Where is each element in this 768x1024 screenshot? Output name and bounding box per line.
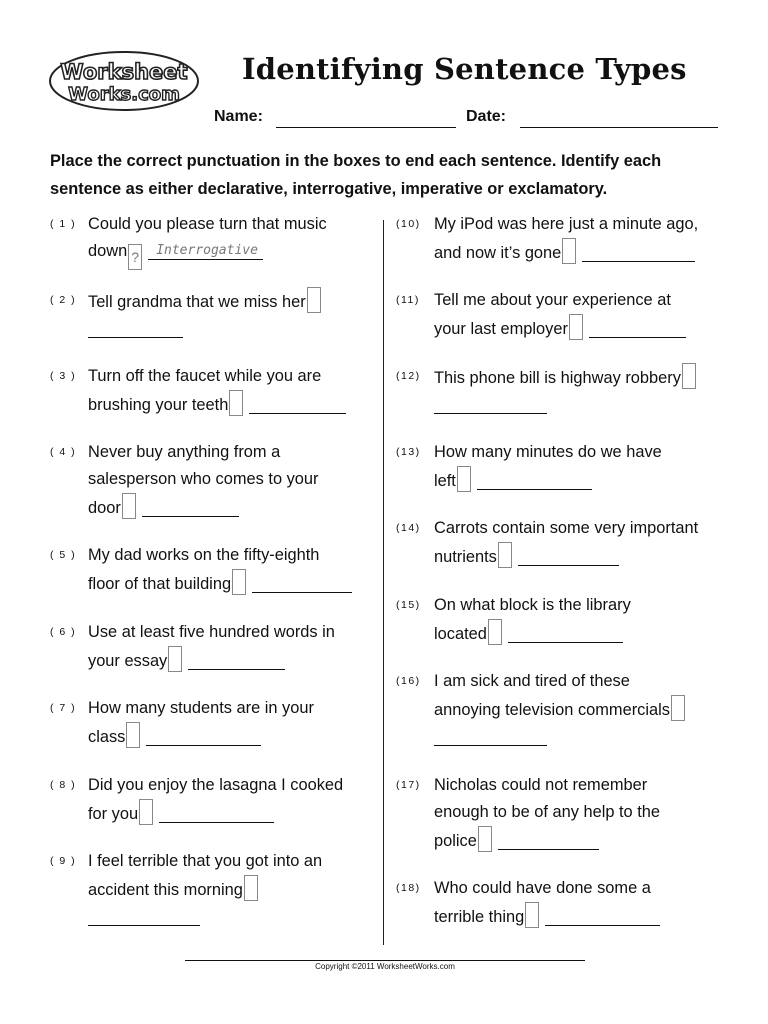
punctuation-box[interactable] bbox=[525, 902, 539, 928]
sentence-line: class bbox=[88, 722, 314, 751]
sentence-text bbox=[88, 695, 314, 751]
sentence-text bbox=[434, 287, 686, 343]
item-number: ( 4 ) bbox=[50, 446, 77, 458]
sentence-line: enough to be of any help to the bbox=[434, 803, 661, 821]
sentence-line: terrible thing bbox=[434, 902, 660, 931]
answer-line[interactable] bbox=[508, 622, 623, 643]
answer-line[interactable] bbox=[434, 393, 547, 414]
answer-line[interactable] bbox=[518, 545, 619, 566]
item-number: (18) bbox=[396, 882, 421, 894]
sentence-line: your last employer bbox=[434, 314, 686, 343]
sentence-line: annoying television commercials bbox=[434, 695, 685, 724]
sentence-text bbox=[88, 363, 346, 419]
answer-line[interactable] bbox=[146, 725, 261, 746]
item-number: (10) bbox=[396, 218, 421, 230]
answer-row bbox=[88, 904, 322, 931]
sentence-line: On what block is the library bbox=[434, 596, 631, 614]
answer-line[interactable] bbox=[148, 239, 263, 260]
punctuation-box[interactable]: ? bbox=[128, 244, 142, 270]
sentence-text bbox=[434, 668, 685, 751]
svg-text:Works.com: Works.com bbox=[68, 84, 180, 105]
item-number: ( 2 ) bbox=[50, 294, 77, 306]
item-number: (17) bbox=[396, 779, 421, 791]
name-date-row bbox=[0, 108, 768, 132]
sentence-text bbox=[88, 542, 352, 598]
sentence-line: I feel terrible that you got into an bbox=[88, 852, 323, 870]
sentence-line: Turn off the faucet while you are bbox=[88, 367, 322, 385]
punctuation-box[interactable] bbox=[139, 799, 153, 825]
punctuation-box[interactable] bbox=[307, 287, 321, 313]
handwritten-answer: Interrogative bbox=[156, 243, 258, 258]
punctuation-box[interactable] bbox=[682, 363, 696, 389]
sentence-text bbox=[434, 772, 660, 855]
sentence-line: left bbox=[434, 466, 662, 495]
sentence-line: How many minutes do we have bbox=[434, 443, 662, 461]
sentence-line: Who could have done some a bbox=[434, 879, 651, 897]
punctuation-box[interactable] bbox=[671, 695, 685, 721]
sentence-line: brushing your teeth bbox=[88, 390, 346, 419]
punctuation-box[interactable] bbox=[488, 619, 502, 645]
svg-text:Worksheet: Worksheet bbox=[60, 60, 188, 84]
date-field[interactable] bbox=[520, 127, 718, 128]
sentence-line: Tell me about your experience at bbox=[434, 291, 671, 309]
item-number: ( 5 ) bbox=[50, 549, 77, 561]
answer-line[interactable] bbox=[498, 829, 599, 850]
date-label: Date: bbox=[466, 108, 507, 125]
sentence-line: This phone bill is highway robbery bbox=[434, 363, 696, 392]
answer-line[interactable] bbox=[434, 725, 547, 746]
sentence-line: How many students are in your bbox=[88, 699, 314, 717]
copyright-footer: Copyright ©2011 WorksheetWorks.com bbox=[315, 962, 455, 971]
sentence-text bbox=[88, 211, 327, 270]
sentence-line: Could you please turn that music bbox=[88, 215, 327, 233]
sentence-line: My iPod was here just a minute ago, bbox=[434, 215, 699, 233]
answer-line[interactable] bbox=[188, 649, 285, 670]
sentence-line: Never buy anything from a bbox=[88, 443, 281, 461]
instructions: Place the correct punctuation in the boxes to end each sentence. Identify each sentence as either declarative, interrogative, imperative or exclamatory. bbox=[50, 152, 662, 198]
sentence-text bbox=[88, 287, 321, 343]
answer-line[interactable] bbox=[582, 241, 695, 262]
answer-line[interactable] bbox=[88, 317, 183, 338]
sentence-line: down ? Interrogative bbox=[88, 238, 327, 270]
answer-line[interactable] bbox=[477, 469, 592, 490]
answer-line[interactable] bbox=[88, 905, 200, 926]
sentence-line: for you bbox=[88, 799, 343, 828]
sentence-text bbox=[434, 592, 631, 648]
sentence-text bbox=[88, 439, 319, 522]
sentence-text bbox=[434, 439, 662, 495]
sentence-line: door bbox=[88, 493, 319, 522]
sentence-line: and now it’s gone bbox=[434, 238, 698, 267]
sentence-line: salesperson who comes to your bbox=[88, 470, 319, 488]
sentence-line: Tell grandma that we miss her bbox=[88, 287, 321, 316]
item-number: (16) bbox=[396, 675, 421, 687]
punctuation-box[interactable] bbox=[569, 314, 583, 340]
item-number: (11) bbox=[396, 294, 420, 306]
punctuation-box[interactable] bbox=[122, 493, 136, 519]
item-number: ( 9 ) bbox=[50, 855, 77, 867]
punctuation-box[interactable] bbox=[478, 826, 492, 852]
sentence-line: I am sick and tired of these bbox=[434, 672, 630, 690]
answer-row bbox=[434, 392, 696, 419]
sentence-line: floor of that building bbox=[88, 569, 352, 598]
item-number: (12) bbox=[396, 370, 421, 382]
item-number: (15) bbox=[396, 599, 421, 611]
answer-line[interactable] bbox=[589, 317, 686, 338]
answer-line[interactable] bbox=[142, 496, 239, 517]
worksheetworks-logo bbox=[48, 50, 200, 112]
footer-rule bbox=[185, 960, 585, 961]
punctuation-box[interactable] bbox=[457, 466, 471, 492]
sentence-text bbox=[88, 848, 322, 931]
sentence-line: your essay bbox=[88, 646, 335, 675]
sentence-text bbox=[434, 363, 696, 419]
item-number: ( 8 ) bbox=[50, 779, 77, 791]
punctuation-box[interactable] bbox=[498, 542, 512, 568]
answer-line[interactable] bbox=[159, 802, 274, 823]
item-number: (14) bbox=[396, 522, 421, 534]
answer-line[interactable] bbox=[249, 393, 346, 414]
worksheet-title: Identifying Sentence Types bbox=[242, 52, 687, 86]
item-number: (13) bbox=[396, 446, 421, 458]
punctuation-box[interactable] bbox=[229, 390, 243, 416]
item-number: ( 6 ) bbox=[50, 626, 77, 638]
sentence-line: located bbox=[434, 619, 631, 648]
sentence-line: Nicholas could not remember bbox=[434, 776, 648, 794]
punctuation-box[interactable] bbox=[168, 646, 182, 672]
name-label: Name: bbox=[214, 108, 263, 125]
answer-row bbox=[88, 316, 321, 343]
item-number: ( 3 ) bbox=[50, 370, 77, 382]
answer-row bbox=[434, 724, 685, 751]
sentence-line: My dad works on the fifty-eighth bbox=[88, 546, 320, 564]
sentence-line: Use at least five hundred words in bbox=[88, 623, 335, 641]
sentence-line: Did you enjoy the lasagna I cooked bbox=[88, 776, 344, 794]
name-field[interactable] bbox=[276, 127, 456, 128]
sentence-text bbox=[88, 619, 335, 675]
sentence-text bbox=[434, 515, 698, 571]
sentence-text bbox=[434, 211, 698, 267]
sentence-text bbox=[434, 875, 660, 931]
sentence-line: accident this morning bbox=[88, 875, 322, 904]
answer-line[interactable] bbox=[252, 572, 352, 593]
punctuation-box[interactable] bbox=[126, 722, 140, 748]
item-number: ( 7 ) bbox=[50, 702, 77, 714]
punctuation-box[interactable] bbox=[232, 569, 246, 595]
answer-line[interactable] bbox=[545, 905, 660, 926]
punctuation-box[interactable] bbox=[244, 875, 258, 901]
column-divider bbox=[383, 220, 384, 945]
sentence-line: Carrots contain some very important bbox=[434, 519, 699, 537]
item-number: ( 1 ) bbox=[50, 218, 77, 230]
sentence-line: nutrients bbox=[434, 542, 698, 571]
sentence-line: police bbox=[434, 826, 660, 855]
sentence-text bbox=[88, 772, 343, 828]
punctuation-box[interactable] bbox=[562, 238, 576, 264]
